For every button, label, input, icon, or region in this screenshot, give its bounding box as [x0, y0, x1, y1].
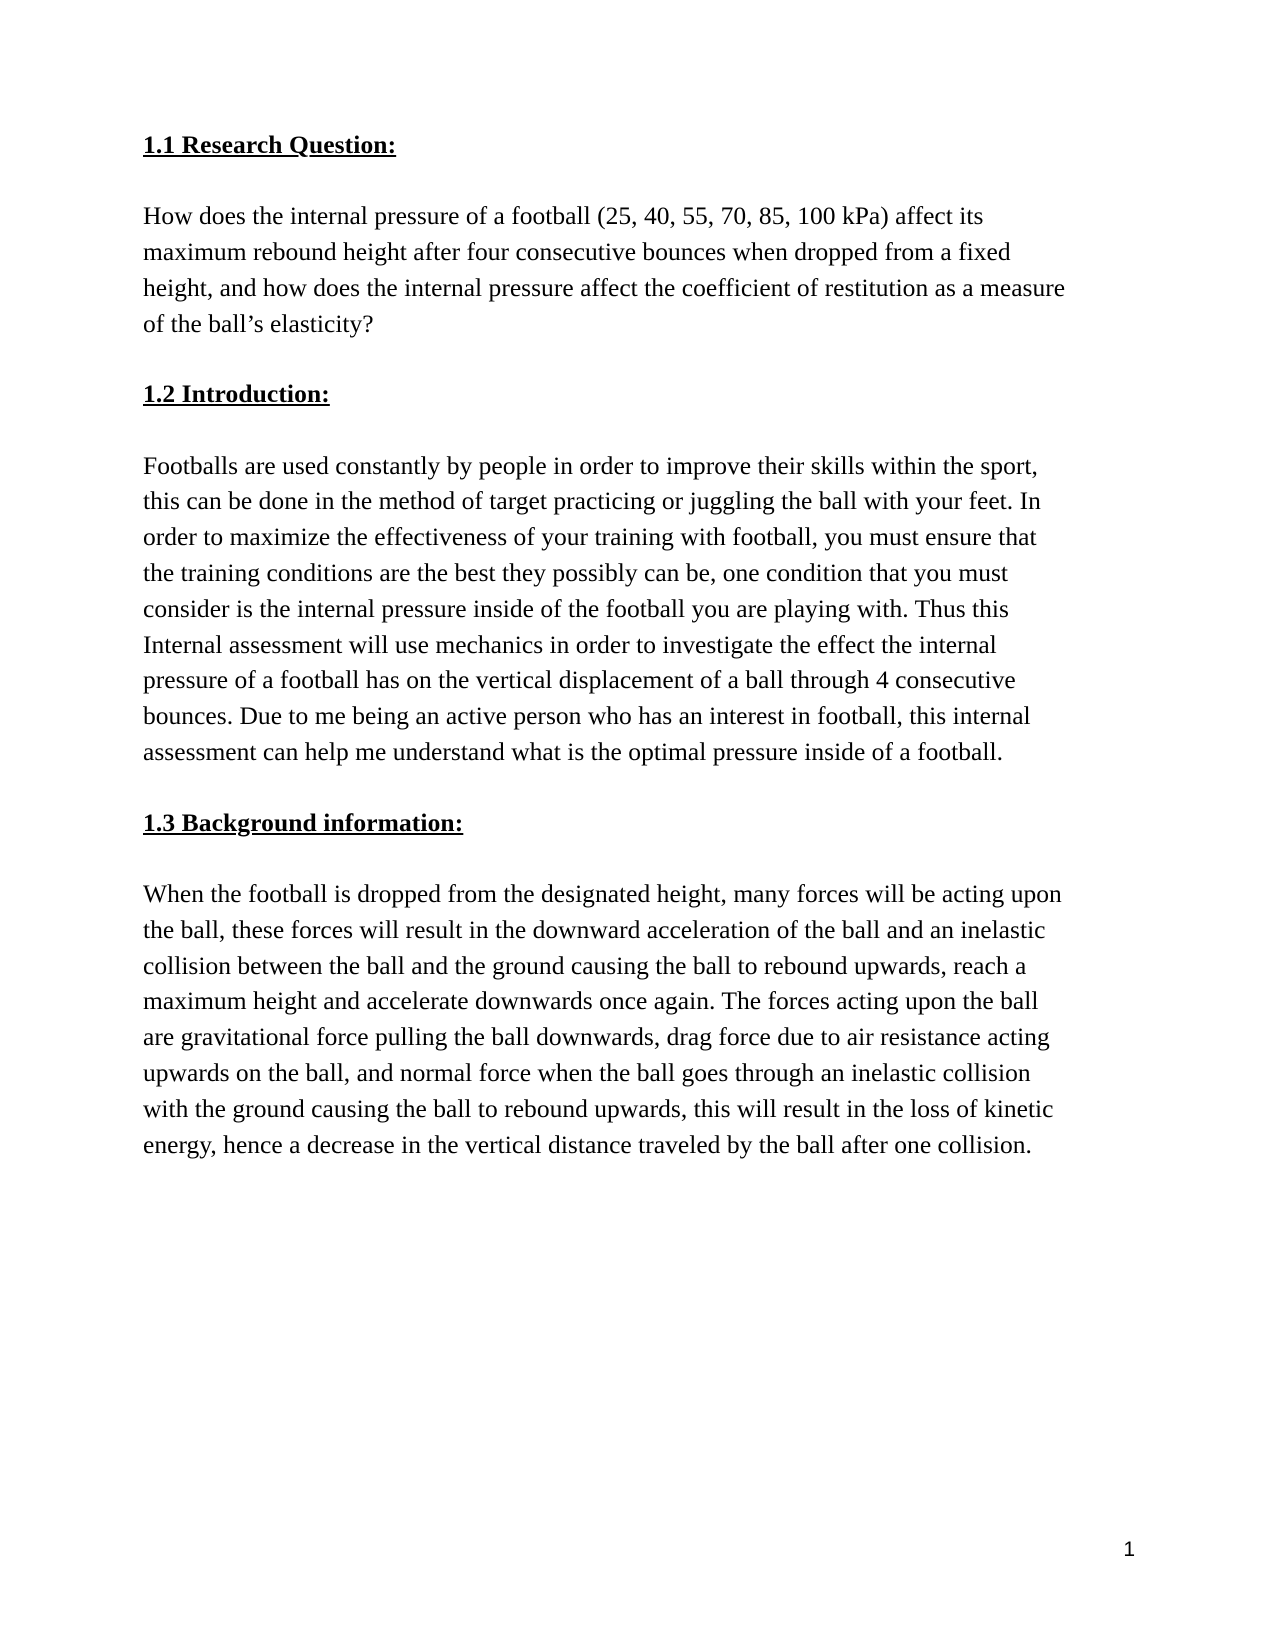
spacer: [143, 770, 1073, 806]
section-heading-1-3-text: 1.3 Background information:: [143, 807, 464, 837]
spacer: [143, 412, 1073, 448]
section-heading-1-1: [143, 128, 1073, 162]
spacer: [143, 341, 1073, 377]
section-paragraph-1-1: How does the internal pressure of a football (25, 40, 55, 70, 85, 100 kPa) affect its maximum rebound height after four consecutive bounces when dropped from a fixed height, and how does the internal pressure affect the coefficient of restitution as a measure of the ball’s elasticity?: [143, 201, 1066, 338]
section-introduction: [143, 377, 1073, 769]
section-heading-1-2-text: 1.2 Introduction:: [143, 379, 330, 409]
spacer: [143, 840, 1073, 876]
section-heading-1-2: [143, 377, 1073, 411]
page-number: 1: [1123, 1538, 1135, 1561]
section-heading-1-3: [143, 806, 1073, 840]
section-paragraph-1-3: When the football is dropped from the designated height, many forces will be acting upon the ball, these forces will result in the downward acceleration of the ball and an inelastic collision between the ball and the ground causing the ball to rebound upwards, reach a maximum height and accelerate downwards once again. The forces acting upon the ball are gravitational force pulling the ball downwards, drag force due to air resistance acting upwards on the ball, and normal force when the ball goes through an inelastic collision with the ground causing the ball to rebound upwards, this will result in the loss of kinetic energy, hence a decrease in the vertical distance traveled by the ball after one collision.: [143, 879, 1062, 1159]
section-research-question: [143, 128, 1073, 341]
section-paragraph-1-2: Footballs are used constantly by people in order to improve their skills within the sport, this can be done in the method of target practicing or juggling the ball with your feet. In order to maximize the effectiveness of your training with football, you must ensure that the training conditions are the best they possibly can be, one condition that you must consider is the internal pressure inside of the football you are playing with. Thus this Internal assessment will use mechanics in order to investigate the effect the internal pressure of a football has on the vertical displacement of a ball through 4 consecutive bounces. Due to me being an active person who has an interest in football, this internal assessment can help me understand what is the optimal pressure inside of a football.: [143, 450, 1041, 767]
spacer: [143, 162, 1073, 198]
section-background-information: [143, 806, 1073, 1163]
section-heading-1-1-text: 1.1 Research Question:: [143, 130, 397, 159]
document-body: [143, 128, 1073, 1163]
